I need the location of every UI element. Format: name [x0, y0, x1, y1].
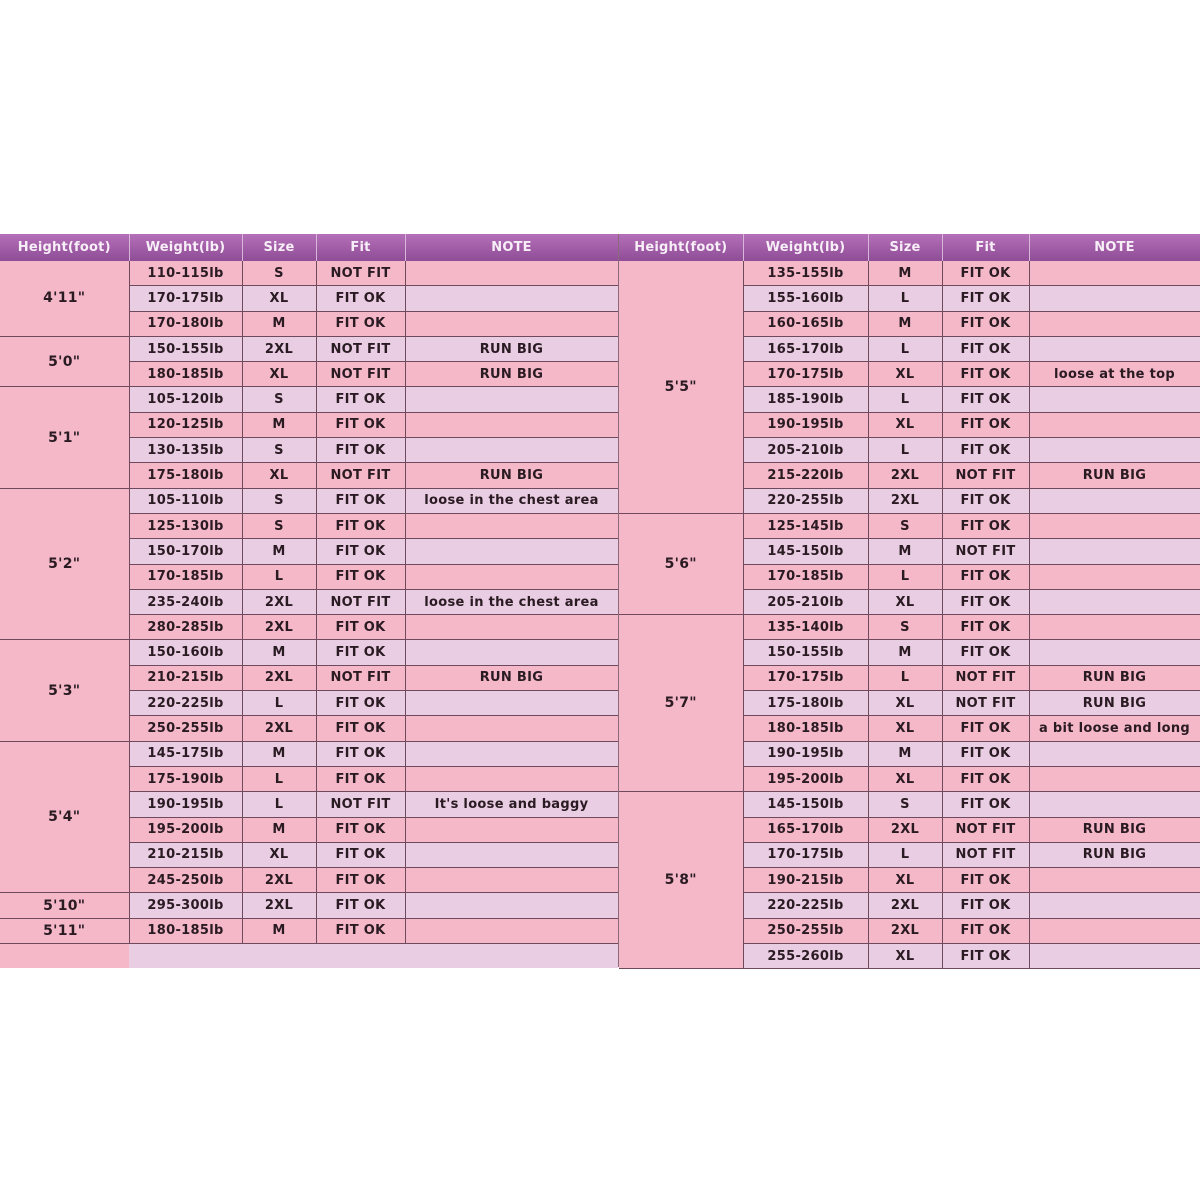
weight-cell: 145-150lb	[743, 792, 868, 817]
fit-cell: FIT OK	[316, 817, 405, 842]
fit-cell: FIT OK	[942, 716, 1029, 741]
size-cell: XL	[868, 868, 942, 893]
fit-cell: NOT FIT	[942, 665, 1029, 690]
weight-cell: 250-255lb	[129, 716, 242, 741]
note-cell	[1029, 944, 1200, 969]
note-cell	[1029, 918, 1200, 943]
weight-cell: 220-225lb	[743, 893, 868, 918]
fit-cell: NOT FIT	[316, 336, 405, 361]
fit-cell: FIT OK	[316, 311, 405, 336]
weight-cell: 170-175lb	[743, 665, 868, 690]
note-cell	[1029, 564, 1200, 589]
weight-cell: 170-175lb	[743, 362, 868, 387]
size-cell: M	[868, 261, 942, 286]
filler-cell	[0, 944, 129, 969]
size-cell: 2XL	[242, 716, 316, 741]
note-cell: RUN BIG	[405, 665, 618, 690]
size-cell: 2XL	[868, 918, 942, 943]
weight-cell: 255-260lb	[743, 944, 868, 969]
filler-cell	[129, 944, 618, 969]
weight-cell: 175-190lb	[129, 766, 242, 791]
size-cell: M	[242, 918, 316, 943]
fit-cell: NOT FIT	[316, 589, 405, 614]
column-header: NOTE	[1029, 234, 1200, 261]
height-cell: 5'10"	[0, 893, 129, 918]
note-cell: It's loose and baggy	[405, 792, 618, 817]
weight-cell: 220-225lb	[129, 691, 242, 716]
fit-cell: NOT FIT	[942, 539, 1029, 564]
size-cell: XL	[242, 463, 316, 488]
table-row	[0, 336, 618, 361]
fit-cell: NOT FIT	[942, 463, 1029, 488]
fit-cell: NOT FIT	[942, 817, 1029, 842]
size-cell: 2XL	[242, 336, 316, 361]
fit-cell: FIT OK	[942, 336, 1029, 361]
size-cell: XL	[868, 691, 942, 716]
column-header: Size	[242, 234, 316, 261]
table-row	[0, 893, 618, 918]
weight-cell: 185-190lb	[743, 387, 868, 412]
filler-row	[0, 944, 618, 969]
fit-cell: NOT FIT	[942, 691, 1029, 716]
column-header: NOTE	[405, 234, 618, 261]
size-cell: M	[242, 539, 316, 564]
note-cell	[1029, 286, 1200, 311]
weight-cell: 155-160lb	[743, 286, 868, 311]
size-cell: 2XL	[868, 893, 942, 918]
table-row	[619, 513, 1200, 538]
note-cell: RUN BIG	[1029, 817, 1200, 842]
size-table	[619, 234, 1200, 969]
table-row	[0, 488, 618, 513]
size-cell: M	[242, 311, 316, 336]
note-cell	[1029, 615, 1200, 640]
table-row	[0, 640, 618, 665]
size-cell: M	[868, 539, 942, 564]
fit-cell: FIT OK	[942, 261, 1029, 286]
column-header: Height(foot)	[0, 234, 129, 261]
size-table-right	[619, 234, 1200, 969]
note-cell: a bit loose and long	[1029, 716, 1200, 741]
note-cell	[405, 261, 618, 286]
weight-cell: 235-240lb	[129, 589, 242, 614]
column-header: Weight(lb)	[129, 234, 242, 261]
fit-cell: FIT OK	[942, 438, 1029, 463]
height-cell: 5'1"	[0, 387, 129, 488]
weight-cell: 170-180lb	[129, 311, 242, 336]
fit-cell: NOT FIT	[316, 792, 405, 817]
weight-cell: 150-170lb	[129, 539, 242, 564]
note-cell	[405, 868, 618, 893]
note-cell	[405, 311, 618, 336]
weight-cell: 195-200lb	[743, 766, 868, 791]
height-cell: 5'6"	[619, 513, 743, 614]
weight-cell: 175-180lb	[743, 691, 868, 716]
fit-cell: FIT OK	[942, 412, 1029, 437]
note-cell	[1029, 868, 1200, 893]
fit-cell: FIT OK	[316, 893, 405, 918]
size-table-left	[0, 234, 618, 968]
height-cell: 4'11"	[0, 261, 129, 336]
note-cell	[405, 817, 618, 842]
weight-cell: 190-215lb	[743, 868, 868, 893]
fit-cell: FIT OK	[942, 615, 1029, 640]
fit-cell: FIT OK	[942, 918, 1029, 943]
fit-cell: FIT OK	[316, 412, 405, 437]
fit-cell: FIT OK	[316, 716, 405, 741]
size-cell: XL	[868, 716, 942, 741]
size-cell: 2XL	[242, 893, 316, 918]
table-row	[0, 387, 618, 412]
note-cell	[1029, 488, 1200, 513]
note-cell	[405, 438, 618, 463]
size-cell: XL	[868, 362, 942, 387]
weight-cell: 170-185lb	[743, 564, 868, 589]
column-header: Fit	[942, 234, 1029, 261]
weight-cell: 170-175lb	[129, 286, 242, 311]
size-cell: XL	[868, 412, 942, 437]
size-cell: S	[242, 513, 316, 538]
weight-cell: 165-170lb	[743, 336, 868, 361]
weight-cell: 110-115lb	[129, 261, 242, 286]
note-cell	[1029, 539, 1200, 564]
size-cell: 2XL	[242, 665, 316, 690]
size-cell: 2XL	[868, 463, 942, 488]
fit-cell: FIT OK	[942, 362, 1029, 387]
height-cell: 5'4"	[0, 741, 129, 893]
note-cell	[1029, 741, 1200, 766]
height-cell: 5'2"	[0, 488, 129, 640]
note-cell	[1029, 412, 1200, 437]
fit-cell: FIT OK	[316, 691, 405, 716]
note-cell: RUN BIG	[1029, 691, 1200, 716]
fit-cell: FIT OK	[942, 766, 1029, 791]
note-cell	[1029, 893, 1200, 918]
note-cell	[405, 564, 618, 589]
note-cell	[405, 513, 618, 538]
weight-cell: 180-185lb	[743, 716, 868, 741]
weight-cell: 150-155lb	[129, 336, 242, 361]
fit-cell: FIT OK	[942, 311, 1029, 336]
size-cell: XL	[868, 944, 942, 969]
weight-cell: 135-155lb	[743, 261, 868, 286]
weight-cell: 190-195lb	[743, 741, 868, 766]
note-cell: loose at the top	[1029, 362, 1200, 387]
size-cell: L	[242, 792, 316, 817]
weight-cell: 280-285lb	[129, 615, 242, 640]
note-cell: RUN BIG	[1029, 842, 1200, 867]
fit-cell: FIT OK	[316, 438, 405, 463]
weight-cell: 130-135lb	[129, 438, 242, 463]
fit-cell: FIT OK	[942, 488, 1029, 513]
size-cell: XL	[242, 842, 316, 867]
weight-cell: 195-200lb	[129, 817, 242, 842]
size-cell: 2XL	[242, 615, 316, 640]
height-cell: 5'7"	[619, 615, 743, 792]
note-cell	[405, 893, 618, 918]
size-cell: 2XL	[242, 868, 316, 893]
size-cell: M	[868, 311, 942, 336]
weight-cell: 135-140lb	[743, 615, 868, 640]
size-cell: L	[242, 564, 316, 589]
size-cell: L	[868, 387, 942, 412]
size-cell: M	[868, 741, 942, 766]
fit-cell: FIT OK	[942, 640, 1029, 665]
fit-cell: FIT OK	[316, 539, 405, 564]
note-cell	[405, 842, 618, 867]
fit-cell: FIT OK	[316, 766, 405, 791]
note-cell	[1029, 387, 1200, 412]
table-row	[619, 261, 1200, 286]
size-cell: XL	[242, 362, 316, 387]
size-cell: XL	[868, 589, 942, 614]
note-cell: loose in the chest area	[405, 488, 618, 513]
weight-cell: 245-250lb	[129, 868, 242, 893]
note-cell: RUN BIG	[405, 463, 618, 488]
size-cell: XL	[868, 766, 942, 791]
weight-cell: 190-195lb	[129, 792, 242, 817]
size-cell: S	[242, 387, 316, 412]
note-cell	[405, 766, 618, 791]
weight-cell: 125-130lb	[129, 513, 242, 538]
weight-cell: 205-210lb	[743, 589, 868, 614]
note-cell: RUN BIG	[1029, 463, 1200, 488]
size-cell: L	[868, 842, 942, 867]
fit-cell: FIT OK	[942, 513, 1029, 538]
note-cell	[405, 640, 618, 665]
weight-cell: 180-185lb	[129, 362, 242, 387]
height-cell: 5'11"	[0, 918, 129, 943]
weight-cell: 170-175lb	[743, 842, 868, 867]
column-header: Fit	[316, 234, 405, 261]
weight-cell: 150-160lb	[129, 640, 242, 665]
weight-cell: 295-300lb	[129, 893, 242, 918]
note-cell: RUN BIG	[405, 362, 618, 387]
size-cell: M	[868, 640, 942, 665]
fit-cell: FIT OK	[316, 564, 405, 589]
note-cell	[405, 741, 618, 766]
size-cell: M	[242, 817, 316, 842]
size-cell: L	[868, 564, 942, 589]
size-cell: S	[868, 513, 942, 538]
size-cell: XL	[242, 286, 316, 311]
header-row	[619, 234, 1200, 261]
size-cell: 2XL	[868, 817, 942, 842]
note-cell	[405, 691, 618, 716]
size-cell: L	[868, 286, 942, 311]
weight-cell: 105-110lb	[129, 488, 242, 513]
size-cell: L	[242, 766, 316, 791]
column-header: Size	[868, 234, 942, 261]
height-cell: 5'3"	[0, 640, 129, 741]
column-header: Height(foot)	[619, 234, 743, 261]
fit-cell: FIT OK	[316, 286, 405, 311]
size-cell: L	[242, 691, 316, 716]
size-cell: L	[868, 665, 942, 690]
fit-cell: FIT OK	[942, 944, 1029, 969]
weight-cell: 170-185lb	[129, 564, 242, 589]
weight-cell: 120-125lb	[129, 412, 242, 437]
size-cell: S	[868, 615, 942, 640]
size-cell: M	[242, 640, 316, 665]
weight-cell: 145-175lb	[129, 741, 242, 766]
note-cell	[405, 387, 618, 412]
size-cell: M	[242, 741, 316, 766]
weight-cell: 210-215lb	[129, 665, 242, 690]
fit-cell: FIT OK	[942, 792, 1029, 817]
table-row	[0, 918, 618, 943]
fit-cell: FIT OK	[942, 741, 1029, 766]
fit-cell: NOT FIT	[316, 261, 405, 286]
fit-cell: NOT FIT	[942, 842, 1029, 867]
fit-cell: FIT OK	[942, 893, 1029, 918]
fit-cell: FIT OK	[316, 513, 405, 538]
height-cell: 5'0"	[0, 336, 129, 387]
note-cell: loose in the chest area	[405, 589, 618, 614]
size-cell: L	[868, 336, 942, 361]
fit-cell: NOT FIT	[316, 362, 405, 387]
fit-cell: FIT OK	[316, 842, 405, 867]
note-cell	[405, 286, 618, 311]
table-row	[619, 615, 1200, 640]
fit-cell: FIT OK	[316, 868, 405, 893]
fit-cell: NOT FIT	[316, 463, 405, 488]
fit-cell: FIT OK	[942, 589, 1029, 614]
note-cell	[1029, 513, 1200, 538]
fit-cell: FIT OK	[942, 387, 1029, 412]
note-cell	[405, 918, 618, 943]
table-row	[619, 792, 1200, 817]
size-cell: 2XL	[868, 488, 942, 513]
note-cell	[1029, 589, 1200, 614]
size-cell: S	[242, 438, 316, 463]
fit-cell: FIT OK	[316, 741, 405, 766]
size-cell: M	[242, 412, 316, 437]
size-cell: L	[868, 438, 942, 463]
weight-cell: 105-120lb	[129, 387, 242, 412]
table-row	[0, 741, 618, 766]
weight-cell: 145-150lb	[743, 539, 868, 564]
header-row	[0, 234, 618, 261]
weight-cell: 125-145lb	[743, 513, 868, 538]
weight-cell: 175-180lb	[129, 463, 242, 488]
fit-cell: FIT OK	[316, 387, 405, 412]
fit-cell: FIT OK	[316, 918, 405, 943]
fit-cell: FIT OK	[316, 640, 405, 665]
note-cell	[1029, 792, 1200, 817]
weight-cell: 190-195lb	[743, 412, 868, 437]
fit-cell: FIT OK	[942, 868, 1029, 893]
note-cell: RUN BIG	[1029, 665, 1200, 690]
note-cell	[405, 716, 618, 741]
note-cell	[1029, 766, 1200, 791]
weight-cell: 150-155lb	[743, 640, 868, 665]
weight-cell: 220-255lb	[743, 488, 868, 513]
weight-cell: 250-255lb	[743, 918, 868, 943]
note-cell	[405, 539, 618, 564]
fit-cell: FIT OK	[942, 286, 1029, 311]
weight-cell: 165-170lb	[743, 817, 868, 842]
size-table	[0, 234, 619, 968]
size-cell: S	[242, 488, 316, 513]
table-row	[0, 261, 618, 286]
note-cell	[405, 412, 618, 437]
column-header: Weight(lb)	[743, 234, 868, 261]
note-cell	[1029, 336, 1200, 361]
weight-cell: 180-185lb	[129, 918, 242, 943]
note-cell	[405, 615, 618, 640]
note-cell	[1029, 261, 1200, 286]
weight-cell: 215-220lb	[743, 463, 868, 488]
size-cell: 2XL	[242, 589, 316, 614]
size-cell: S	[242, 261, 316, 286]
fit-cell: FIT OK	[316, 488, 405, 513]
note-cell	[1029, 311, 1200, 336]
size-cell: S	[868, 792, 942, 817]
note-cell	[1029, 438, 1200, 463]
height-cell: 5'8"	[619, 792, 743, 969]
fit-cell: FIT OK	[942, 564, 1029, 589]
height-cell: 5'5"	[619, 261, 743, 513]
fit-cell: FIT OK	[316, 615, 405, 640]
fit-cell: NOT FIT	[316, 665, 405, 690]
note-cell	[1029, 640, 1200, 665]
note-cell: RUN BIG	[405, 336, 618, 361]
weight-cell: 210-215lb	[129, 842, 242, 867]
weight-cell: 160-165lb	[743, 311, 868, 336]
weight-cell: 205-210lb	[743, 438, 868, 463]
